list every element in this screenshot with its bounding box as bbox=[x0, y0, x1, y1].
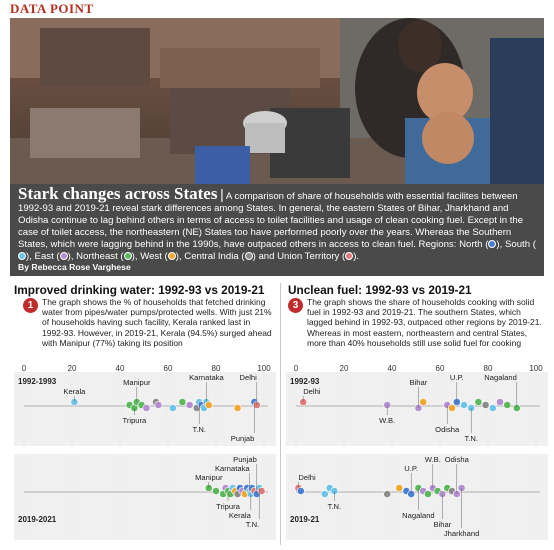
region-separator: , bbox=[134, 250, 141, 262]
region-northeast-label: Northeast bbox=[76, 250, 118, 262]
water-point bbox=[155, 401, 162, 408]
fuel-panel-description: The graph shows the share of households cooking with solid fuel in 1992-93 and 2019-21. The southern States, which lagged behind in 1992-93, outpaced other regions by 2019-21. Whereas in most eastern, northeastern and central States, more than 40% households still use solid fuel for cooking bbox=[307, 297, 542, 348]
region-east-dot bbox=[60, 252, 68, 260]
region-separator: , bbox=[70, 250, 77, 262]
fuel-tick-label: 20 bbox=[339, 364, 349, 373]
region-south-label: South bbox=[504, 238, 531, 250]
water-state-label: Kerala bbox=[63, 387, 86, 396]
water-panel-title: Improved drinking water: 1992-93 vs 2019-21 bbox=[14, 283, 265, 297]
fuel-state-label: Bihar bbox=[433, 520, 452, 529]
fuel-point bbox=[482, 401, 489, 408]
water-point bbox=[234, 404, 241, 411]
fuel-panel-title: Unclean fuel: 1992-93 vs 2019-21 bbox=[288, 283, 472, 297]
water-state-label: Manipur bbox=[123, 378, 151, 387]
photo-illustration bbox=[10, 18, 544, 184]
fuel-chart bbox=[286, 362, 548, 546]
fuel-state-label: U.P. bbox=[404, 464, 419, 473]
water-tick-label: 80 bbox=[211, 364, 221, 373]
region-separator: , bbox=[178, 250, 185, 262]
water-state-label: T.N. bbox=[192, 425, 206, 434]
fuel-point bbox=[384, 490, 391, 497]
region-central-label: Central India bbox=[184, 250, 239, 262]
fuel-point bbox=[420, 398, 427, 405]
fuel-point bbox=[321, 490, 328, 497]
fuel-tick-label: 60 bbox=[435, 364, 445, 373]
fuel-panel-number: 3 bbox=[288, 298, 303, 313]
fuel-point bbox=[504, 401, 511, 408]
water-tick-label: 60 bbox=[163, 364, 173, 373]
fuel-state-label: W.B. bbox=[424, 455, 441, 464]
region-east-label: East bbox=[34, 250, 54, 262]
fuel-point bbox=[448, 404, 455, 411]
fuel-period-label: 2019-21 bbox=[290, 515, 320, 524]
fuel-point bbox=[475, 398, 482, 405]
region-north-dot bbox=[488, 240, 496, 248]
fuel-state-label: Jharkhand bbox=[443, 529, 480, 538]
water-point bbox=[169, 404, 176, 411]
header-photo bbox=[10, 18, 544, 184]
fuel-state-label: Delhi bbox=[303, 387, 321, 396]
fuel-state-label: U.P. bbox=[449, 373, 464, 382]
region-south-dot bbox=[18, 252, 26, 260]
fuel-tick-label: 0 bbox=[293, 364, 299, 373]
fuel-state-label: W.B. bbox=[379, 416, 396, 425]
water-point bbox=[205, 401, 212, 408]
water-state-label: Karnataka bbox=[189, 373, 224, 382]
water-point bbox=[143, 404, 150, 411]
water-period-label: 2019-2021 bbox=[18, 515, 57, 524]
water-state-label: Tripura bbox=[216, 502, 240, 511]
region-west-label: West bbox=[140, 250, 162, 262]
fuel-state-label: Nagaland bbox=[402, 511, 435, 520]
region-ut-dot bbox=[345, 252, 353, 260]
region-north-label: North bbox=[459, 238, 483, 250]
water-point bbox=[212, 487, 219, 494]
water-tick-label: 0 bbox=[21, 364, 27, 373]
water-state-label: Punjab bbox=[233, 455, 257, 464]
water-state-label: Karnataka bbox=[214, 464, 250, 473]
headline: Stark changes across States bbox=[18, 184, 218, 203]
panel-divider bbox=[280, 283, 281, 545]
water-state-label: T.N. bbox=[245, 520, 260, 529]
region-separator: , bbox=[499, 238, 505, 250]
water-state-label: Manipur bbox=[195, 473, 223, 482]
fuel-point bbox=[496, 398, 503, 405]
fuel-point bbox=[489, 404, 496, 411]
fuel-state-label: Odisha bbox=[444, 455, 469, 464]
fuel-state-label: Nagaland bbox=[484, 373, 517, 382]
region-west-dot bbox=[168, 252, 176, 260]
water-point bbox=[179, 398, 186, 405]
water-state-label: Delhi bbox=[239, 373, 257, 382]
region-central-dot bbox=[245, 252, 253, 260]
fuel-state-label: T.N. bbox=[327, 502, 342, 511]
water-period-label: 1992-1993 bbox=[18, 377, 57, 386]
intro-box: Stark changes across States | A comparison of share of households with essential facilites between 1992-93 and 2019-21 reveal stark differences among States. In general, the eastern States of Bihar, Jharkhand and Odisha continue to lag behind others in terms of access to toilet facilities and usage of clean cooking fuel. Except in the case of toilet access, the northeastern (NE) States too have performed poorly over the years. Whereas the Southern States, which were lagging behind in the 1990s, have outpaced others in access to clean fuel. Regions: North ( ), South (), East ( ), Northeast ( ), West ( ), Central India ( ) and Union Territory ( ). By Rebecca Rose Varghese bbox=[10, 184, 544, 276]
headline-separator: | bbox=[220, 186, 224, 202]
fuel-state-label: T.N. bbox=[464, 434, 478, 443]
water-point bbox=[186, 401, 193, 408]
region-separator: , bbox=[29, 250, 35, 262]
fuel-tick-label: 100 bbox=[529, 364, 543, 373]
water-panel-number: 1 bbox=[23, 298, 38, 313]
region-separator: and bbox=[255, 250, 278, 262]
water-tick-label: 20 bbox=[67, 364, 77, 373]
fuel-point bbox=[396, 484, 403, 491]
water-state-label: Punjab bbox=[230, 434, 255, 443]
kicker: DATA POINT bbox=[10, 1, 94, 16]
water-tick-label: 40 bbox=[115, 364, 125, 373]
fuel-state-label: Delhi bbox=[298, 473, 316, 482]
region-ut-label: Union Territory bbox=[277, 250, 340, 262]
fuel-state-label: Odisha bbox=[435, 425, 460, 434]
byline: By Rebecca Rose Varghese bbox=[18, 262, 131, 273]
water-panel-description: The graph shows the % of households that fetched drinking water from pipes/water pumps/protected wells. With just 21% of households having such facility, Kerala ranked last in 1992-93. However, in 2019-21, Kerala (94.5%) surged ahead with Manipur (77%) taking its position bbox=[42, 297, 272, 348]
fuel-period-label: 1992-93 bbox=[290, 377, 320, 386]
water-chart bbox=[14, 362, 276, 546]
region-northeast-dot bbox=[124, 252, 132, 260]
region-end: . bbox=[356, 250, 360, 262]
fuel-point bbox=[460, 401, 467, 408]
fuel-tick-label: 80 bbox=[483, 364, 493, 373]
fuel-point bbox=[297, 487, 304, 494]
fuel-state-label: Bihar bbox=[409, 378, 428, 387]
water-state-label: Kerala bbox=[228, 511, 251, 520]
intro-text: A comparison of share of households with essential facilites between 1992-93 and 2019-21 reveal stark differences among States. In general, the eastern States of Bihar, Jharkhand and Odisha continue to lag behind others in terms of access to toilet facilities and usage of clean cooking fuel. Except in the case of toilet access, the northeastern (NE) States too have performed poorly over the years. Whereas the Southern States, which were lagging behind in the 1990s, have outpaced others in access to clean fuel. Regions: bbox=[18, 191, 524, 250]
fuel-point bbox=[424, 490, 431, 497]
water-state-label: Tripura bbox=[122, 416, 147, 425]
water-tick-label: 100 bbox=[257, 364, 271, 373]
fuel-tick-label: 40 bbox=[387, 364, 397, 373]
